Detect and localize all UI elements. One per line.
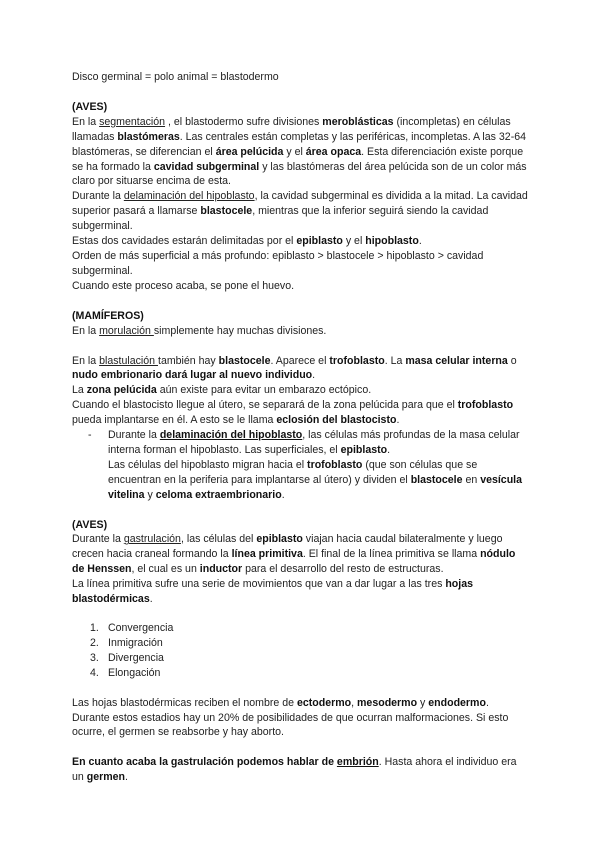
document-content xyxy=(72,70,530,785)
paragraph-eclosion: Cuando el blastocisto llegue al útero, se separará de la zona pelúcida para que el trofoblasto pueda implantarse en él. A esto se le llama eclosión del blastocisto. xyxy=(72,399,514,427)
section-heading-mamiferos: (MAMÍFEROS) xyxy=(72,309,144,322)
dash-paragraph-migracion: Las células del hipoblasto migran hacia el trofoblasto (que son células que se encuentran en la periferia para implantarse al útero) y dividen el blastocele en vesícula vitelina y celoma extraembrionario. xyxy=(108,458,523,501)
paragraph-hojas: Las hojas blastodérmicas reciben el nombre de ectodermo, mesodermo y endodermo. xyxy=(72,696,489,709)
paragraph-cavidades: Estas dos cavidades estarán delimitadas por el epiblasto y el hipoblasto. xyxy=(72,235,422,248)
dash-marker: - xyxy=(88,429,92,442)
movimientos-list xyxy=(72,621,530,681)
paragraph-linea-primitiva: La línea primitiva sufre una serie de movimientos que van a dar lugar a las tres hojas blastodérmicas. xyxy=(72,578,473,606)
section-heading-aves-2: (AVES) xyxy=(72,518,108,531)
section-heading-aves-1: (AVES) xyxy=(72,100,108,113)
list-item: 1. Convergencia xyxy=(90,622,174,634)
paragraph-segmentacion: En la segmentación , el blastodermo sufre divisiones meroblásticas (incompletas) en células llamadas blastómeras. Las centrales están completas y las periféricas, incompletas. A las 32-64 blastómeras, se diferencian el área pelúcida y el área opaca. Esta diferenciación existe porque se ha formado la cavidad subgerminal y las blastómeras del área pelúcida son de un color más claro por situarse encima de esta. xyxy=(72,115,527,188)
paragraph-delaminacion: Durante la delaminación del hipoblasto, la cavidad subgerminal es dividida a la mitad. La cavidad superior pasará a llamarse blastocele, mientras que la inferior seguirá siendo la cavidad subgerminal. xyxy=(72,190,528,233)
paragraph-malformaciones: Durante estos estadios hay un 20% de posibilidades de que ocurran malformaciones. Si esto ocurre, el germen se reabsorbe y hay aborto. xyxy=(72,711,509,739)
intro-line: Disco germinal = polo animal = blastodermo xyxy=(72,71,279,83)
paragraph-blastulacion: En la blastulación también hay blastocele. Aparece el trofoblasto. La masa celular interna o nudo embrionario dará lugar al nuevo individuo. xyxy=(72,354,517,382)
list-item: 4. Elongación xyxy=(90,666,161,679)
paragraph-embrion: En cuanto acaba la gastrulación podemos hablar de embrión. Hasta ahora el individuo era un germen. xyxy=(72,756,517,784)
paragraph-morulacion: En la morulación simplemente hay muchas divisiones. xyxy=(72,324,327,337)
list-item: 3. Divergencia xyxy=(90,651,164,664)
dash-list-item xyxy=(88,428,530,503)
paragraph-orden: Orden de más superficial a más profundo: epiblasto > blastocele > hipoblasto > cavidad subgerminal. xyxy=(72,249,484,277)
list-item: 2. Inmigración xyxy=(90,636,163,649)
paragraph-zona-pelucida: La zona pelúcida aún existe para evitar un embarazo ectópico. xyxy=(72,384,372,397)
dash-paragraph-delaminacion: Durante la delaminación del hipoblasto, las células más profundas de la masa celular interna forman el hipoblasto. Las superficiales, el epiblasto. xyxy=(108,429,520,456)
paragraph-gastrulacion: Durante la gastrulación, las células del epiblasto viajan hacia caudal bilateralmente y luego crecen hacia craneal formando la línea primitiva. El final de la línea primitiva se llama nódulo de Henssen, el cual es un inductor para el desarrollo del resto de estructuras. xyxy=(72,533,516,576)
paragraph-huevo: Cuando este proceso acaba, se pone el huevo. xyxy=(72,279,295,292)
